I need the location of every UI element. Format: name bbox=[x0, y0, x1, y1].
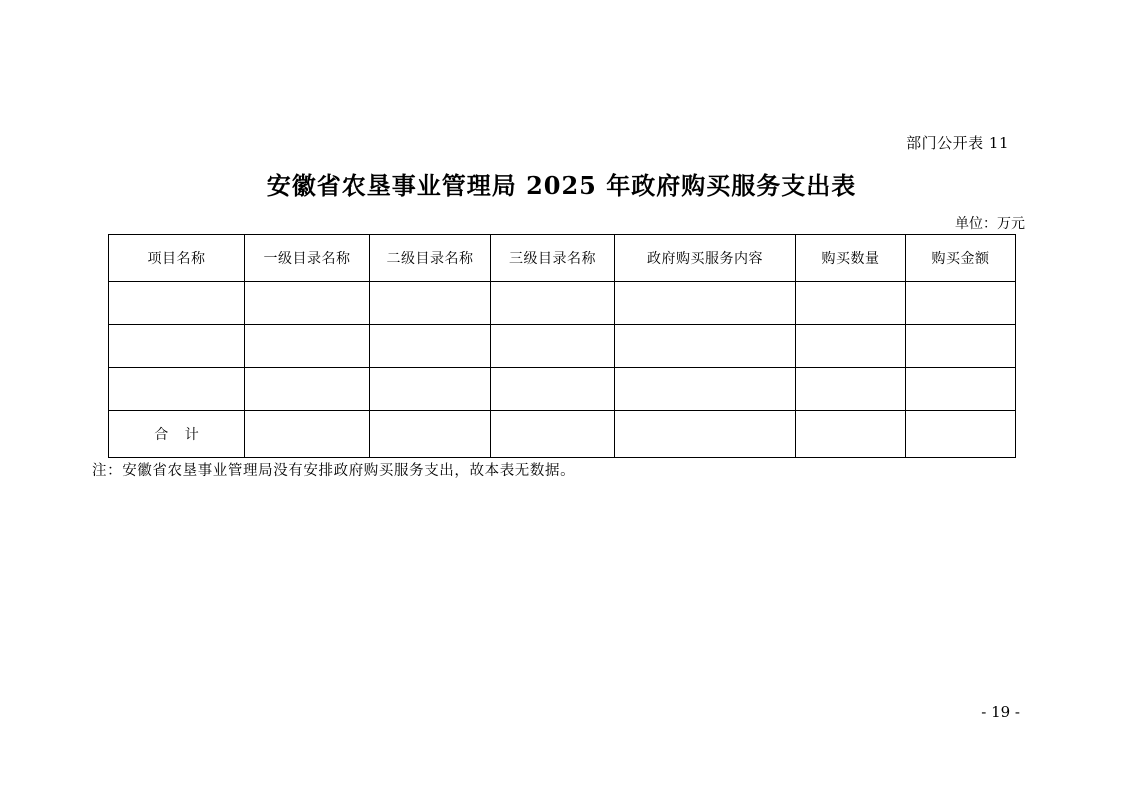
column-header-purchase-amount: 购买金额 bbox=[906, 235, 1016, 282]
table-row bbox=[109, 282, 1016, 325]
purchase-service-table bbox=[108, 234, 1016, 458]
column-header-service-content: 政府购买服务内容 bbox=[615, 235, 796, 282]
cell bbox=[370, 282, 491, 325]
table-row bbox=[109, 325, 1016, 368]
cell bbox=[906, 282, 1016, 325]
cell bbox=[491, 411, 615, 458]
page-number: - 19 - bbox=[981, 703, 1020, 721]
table-row bbox=[109, 368, 1016, 411]
column-header-level2-catalog: 二级目录名称 bbox=[370, 235, 491, 282]
cell bbox=[370, 325, 491, 368]
cell bbox=[615, 368, 796, 411]
cell bbox=[796, 411, 906, 458]
cell bbox=[906, 368, 1016, 411]
cell bbox=[615, 411, 796, 458]
cell bbox=[245, 368, 370, 411]
form-code-label: 部门公开表 11 bbox=[906, 134, 1009, 152]
cell bbox=[370, 368, 491, 411]
cell bbox=[796, 325, 906, 368]
total-label: 合 计 bbox=[109, 411, 245, 458]
page-title: 安徽省农垦事业管理局 2025 年政府购买服务支出表 bbox=[266, 171, 857, 200]
cell bbox=[615, 325, 796, 368]
cell bbox=[796, 368, 906, 411]
column-header-purchase-quantity: 购买数量 bbox=[796, 235, 906, 282]
cell bbox=[906, 411, 1016, 458]
table-header-row bbox=[109, 235, 1016, 282]
footnote: 注：安徽省农垦事业管理局没有安排政府购买服务支出，故本表无数据。 bbox=[92, 463, 576, 479]
cell bbox=[370, 411, 491, 458]
table-total-row bbox=[109, 411, 1016, 458]
cell bbox=[491, 325, 615, 368]
cell bbox=[906, 325, 1016, 368]
cell bbox=[109, 368, 245, 411]
cell bbox=[796, 282, 906, 325]
cell bbox=[245, 325, 370, 368]
cell bbox=[245, 282, 370, 325]
cell bbox=[109, 282, 245, 325]
cell bbox=[109, 325, 245, 368]
column-header-level1-catalog: 一级目录名称 bbox=[245, 235, 370, 282]
cell bbox=[245, 411, 370, 458]
unit-note: 单位：万元 bbox=[955, 216, 1025, 232]
cell bbox=[615, 282, 796, 325]
column-header-level3-catalog: 三级目录名称 bbox=[491, 235, 615, 282]
cell bbox=[491, 282, 615, 325]
column-header-project-name: 项目名称 bbox=[109, 235, 245, 282]
cell bbox=[491, 368, 615, 411]
